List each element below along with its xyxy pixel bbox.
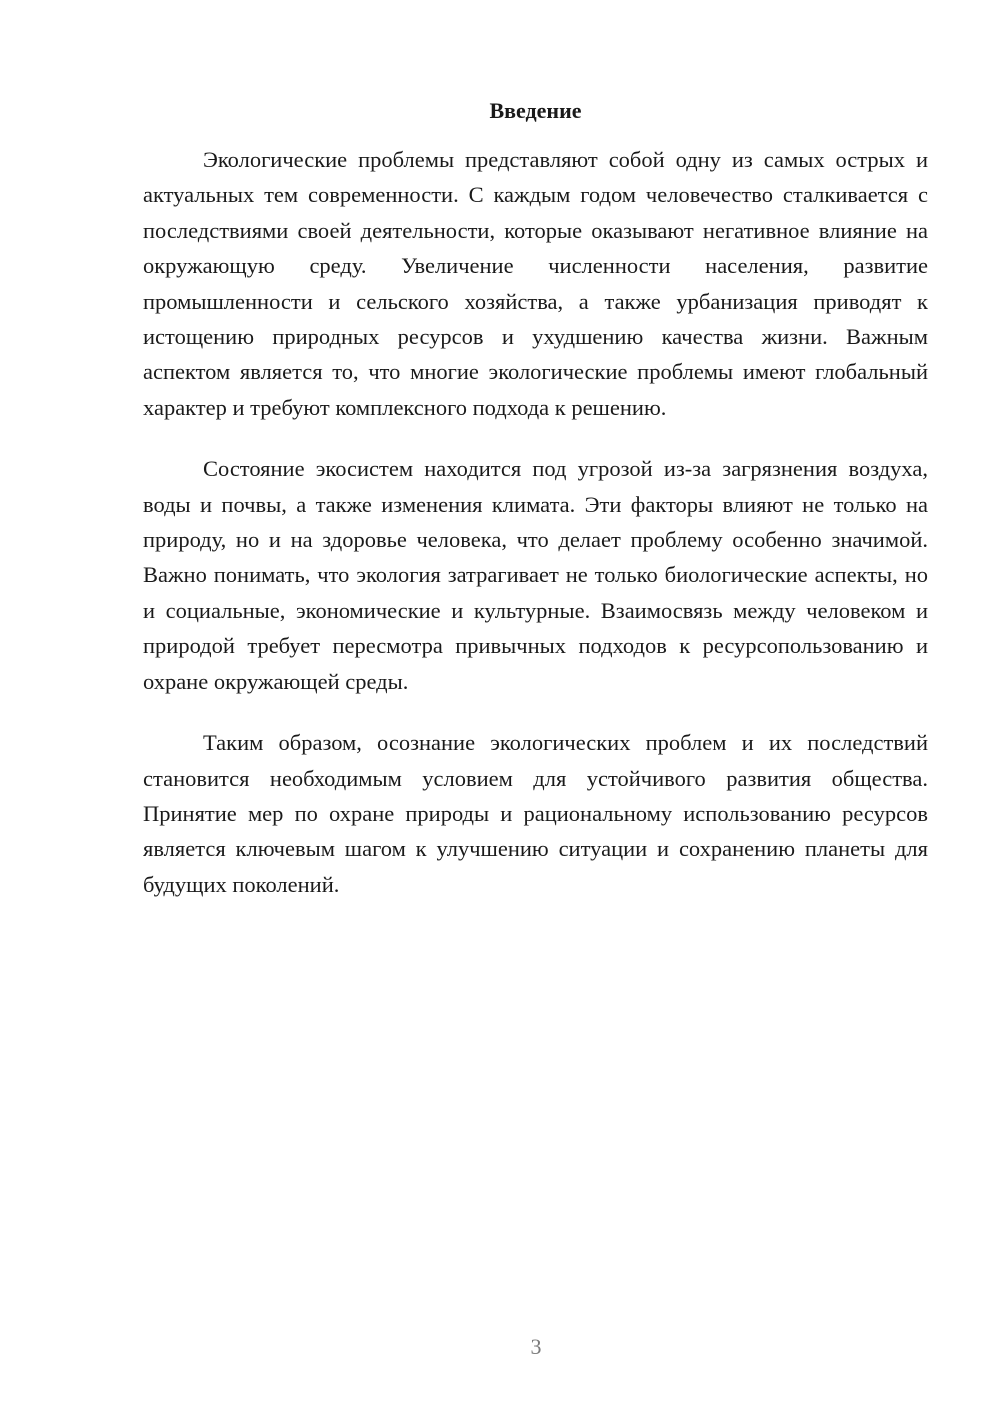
page-number: 3	[530, 1334, 542, 1359]
paragraph-2: Состояние экосистем находится под угрозой из-за загрязнения воздуха, воды и почвы, а также изменения климата. Эти факторы влияют не только на природу, но и на здоровье человека, что делает проблему особенно значимой. Важно понимать, что экология затрагивает не только биологические аспекты, но и социальные, экономические и культурные. Взаимосвязь между человеком и природой требует пересмотра привычных подходов к ресурсопользованию и охране окружающей среды.	[143, 456, 928, 694]
paragraph-3: Таким образом, осознание экологических проблем и их последствий становится необходимым условием для устойчивого развития общества. Принятие мер по охране природы и рациональному использованию ресурсов является ключевым шагом к улучшению ситуации и сохранению планеты для будущих поколений.	[143, 730, 928, 897]
paragraph-1: Экологические проблемы представляют собой одну из самых острых и актуальных тем современности. С каждым годом человечество сталкивается с последствиями своей деятельности, которые оказывают негативное влияние на окружающую среду. Увеличение численности населения, развитие промышленности и сельского хозяйства, а также урбанизация приводят к истощению природных ресурсов и ухудшению качества жизни. Важным аспектом является то, что многие экологические проблемы имеют глобальный характер и требуют комплексного подхода к решению.	[143, 147, 928, 420]
body-text	[143, 142, 928, 902]
section-title: Введение	[489, 98, 582, 123]
